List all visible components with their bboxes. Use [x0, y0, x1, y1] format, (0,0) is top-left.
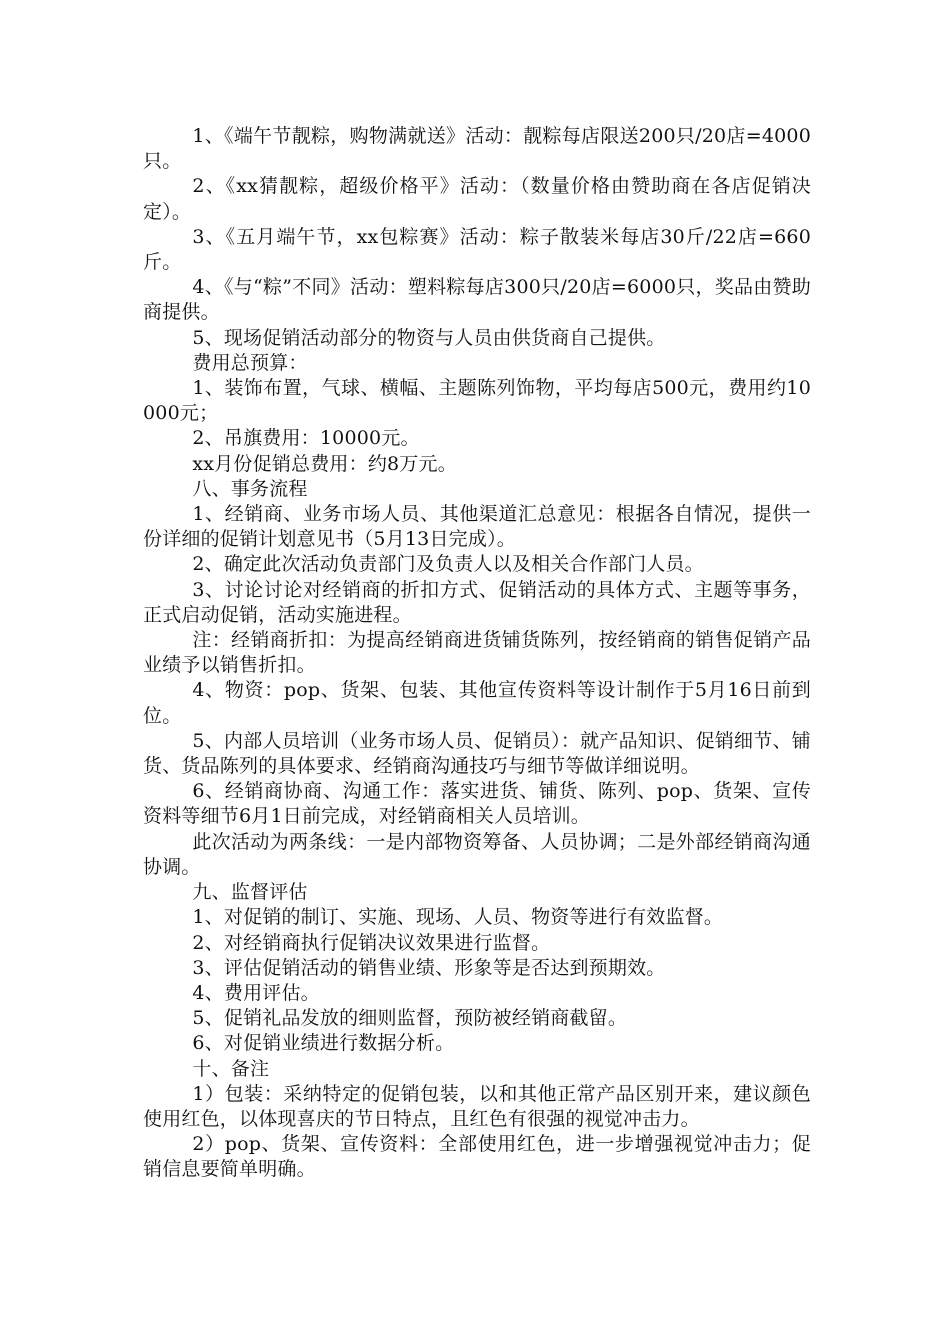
- paragraph: 此次活动为两条线：一是内部物资筹备、人员协调；二是外部经销商沟通协调。: [143, 830, 811, 878]
- section-heading: 费用总预算：: [192, 351, 308, 374]
- paragraph: xx月份促销总费用：约8万元。: [192, 452, 457, 475]
- paragraph: 2）pop、货架、宣传资料：全部使用红色，进一步增强视觉冲击力；促销信息要简单明确。: [143, 1133, 811, 1181]
- paragraph: 1、装饰布置，气球、横幅、主题陈列饰物，平均每店500元，费用约10000元；: [143, 377, 811, 425]
- paragraph: 2、吊旗费用：10000元。: [192, 427, 420, 450]
- paragraph: 2、《xx猜靓粽，超级价格平》活动：（数量价格由赞助商在各店促销决定）。: [143, 175, 811, 223]
- section-heading: 八、事务流程: [192, 477, 308, 500]
- paragraph: 4、物资：pop、货架、包装、其他宣传资料等设计制作于5月16日前到位。: [143, 679, 811, 727]
- paragraph: 6、经销商协商、沟通工作：落实进货、铺货、陈列、pop、货架、宣传资料等细节6月1日前完成，对经销商相关人员培训。: [143, 780, 811, 828]
- paragraph: 1）包装：采纳特定的促销包装，以和其他正常产品区别开来，建议颜色使用红色，以体现喜庆的节日特点，且红色有很强的视觉冲击力。: [143, 1082, 811, 1130]
- paragraph: 3、讨论讨论对经销商的折扣方式、促销活动的具体方式、主题等事务，正式启动促销，活动实施进程。: [143, 578, 811, 626]
- paragraph: 6、对促销业绩进行数据分析。: [192, 1032, 455, 1055]
- paragraph: 5、现场促销活动部分的物资与人员由供货商自己提供。: [192, 326, 666, 349]
- section-heading: 九、监督评估: [192, 881, 308, 904]
- paragraph: 1、《端午节靓粽，购物满就送》活动：靓粽每店限送200只/20店=4000只。: [143, 125, 811, 173]
- paragraph: 4、费用评估。: [192, 981, 320, 1004]
- document-body: [143, 124, 811, 1183]
- section-heading: 十、备注: [192, 1057, 270, 1080]
- paragraph: 3、评估促销活动的销售业绩、形象等是否达到预期效。: [192, 956, 666, 979]
- paragraph: 注：经销商折扣：为提高经销商进货铺货陈列，按经销商的销售促销产品业绩予以销售折扣。: [143, 629, 811, 677]
- paragraph: 4、《与“粽”不同》活动：塑料粽每店300只/20店=6000只，奖品由赞助商提供。: [143, 276, 811, 324]
- paragraph: 1、对促销的制订、实施、现场、人员、物资等进行有效监督。: [192, 906, 724, 929]
- paragraph: 5、内部人员培训（业务市场人员、促销员）：就产品知识、促销细节、铺货、货品陈列的具体要求、经销商沟通技巧与细节等做详细说明。: [143, 729, 811, 778]
- paragraph: 5、促销礼品发放的细则监督，预防被经销商截留。: [192, 1007, 628, 1030]
- paragraph: 3、《五月端午节，xx包粽赛》活动：粽子散装米每店30斤/22店=660斤。: [143, 225, 811, 274]
- paragraph: 2、确定此次活动负责部门及负责人以及相关合作部门人员。: [192, 553, 704, 576]
- paragraph: 1、经销商、业务市场人员、其他渠道汇总意见：根据各自情况，提供一份详细的促销计划意见书（5月13日完成）。: [143, 503, 811, 551]
- paragraph: 2、对经销商执行促销决议效果进行监督。: [192, 931, 551, 954]
